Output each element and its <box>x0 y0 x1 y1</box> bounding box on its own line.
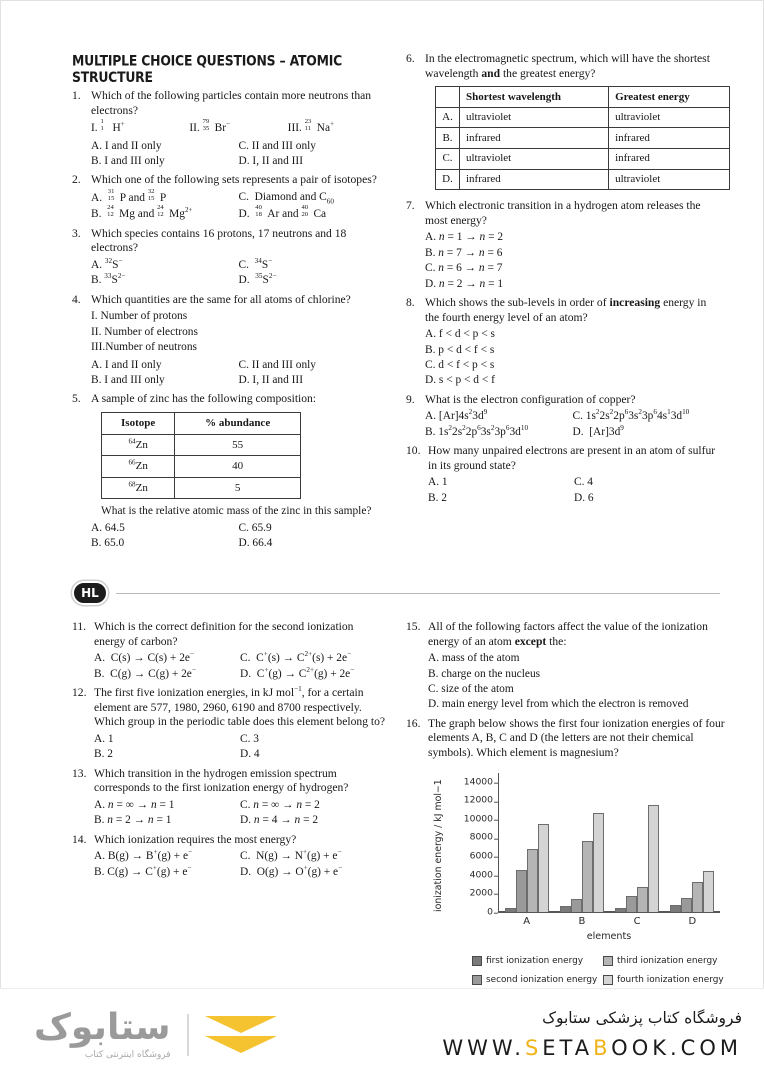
url-segment: OOK.COM <box>611 1036 742 1060</box>
footer-logo-group <box>0 1006 330 1060</box>
em-spectrum-table <box>435 86 730 190</box>
chart-legend <box>472 954 734 993</box>
question-5 <box>72 392 386 551</box>
question-16 <box>406 716 725 993</box>
option-b[interactable]: B. 65.0 <box>91 537 125 550</box>
hl-badge: HL <box>72 581 108 605</box>
option-c[interactable]: C. $^{34}$S− <box>238 257 273 271</box>
question-11 <box>72 620 386 682</box>
cell-abundance: 40 <box>175 456 301 478</box>
question-number: 7. <box>406 199 415 213</box>
question-number: 4. <box>72 292 81 306</box>
question-3 <box>72 227 386 289</box>
question-9 <box>406 393 720 440</box>
answer-options <box>91 139 386 170</box>
option-a[interactable]: A. $^{32}$S− <box>91 257 123 271</box>
chart-y-axis-label: ionization energy / kJ mol−1 <box>433 778 444 912</box>
legend-item <box>472 973 603 988</box>
option-c[interactable]: C. d < f < p < s <box>425 358 495 371</box>
bar <box>637 887 648 912</box>
question-number: 10. <box>406 444 421 458</box>
statement-list <box>91 309 386 355</box>
question-text: Which ionization requires the most energy? <box>94 832 297 846</box>
option-d[interactable]: D. n = 2 → n = 1 <box>425 277 504 290</box>
bar-group <box>499 773 554 927</box>
question-number: 9. <box>406 392 415 406</box>
option-a[interactable]: A. mass of the atom <box>428 652 520 665</box>
question-7 <box>406 199 720 292</box>
bar <box>582 841 593 911</box>
option-d[interactable]: D. $^{35}S^{2-}$ <box>238 272 277 287</box>
bar <box>527 849 538 912</box>
url-highlight-letter: S <box>524 1036 543 1060</box>
answer-options <box>91 358 386 389</box>
footer-text-group <box>330 1009 764 1060</box>
bar <box>571 899 582 912</box>
question-text: Which of the following particles contain more neutrons than electrons? <box>91 89 372 117</box>
brand-logo <box>34 1006 171 1060</box>
roman-options <box>91 120 386 136</box>
bar <box>538 824 549 912</box>
bar-group <box>665 773 720 927</box>
answer-options <box>91 190 386 223</box>
question-2 <box>72 173 386 222</box>
option-b[interactable]: B. 24 12 Mg and 24 12 $Mg^{2+}$ <box>91 204 193 221</box>
footer-url[interactable] <box>330 1036 742 1060</box>
chart-axes <box>463 773 720 927</box>
answer-options <box>91 521 386 552</box>
hl-right-column <box>406 620 725 997</box>
option-b[interactable]: B. I and III only <box>91 374 165 387</box>
answer-options <box>425 327 720 389</box>
option-c[interactable]: C. size of the atom <box>428 683 514 695</box>
bar <box>505 908 516 912</box>
option-c[interactable]: C. 3 <box>240 732 259 745</box>
bar-groups <box>499 773 720 927</box>
cell-wavelength: ultraviolet <box>460 148 609 169</box>
question-12 <box>72 686 386 763</box>
chart-x-axis-label: elements <box>586 930 632 942</box>
cell-wavelength: ultraviolet <box>460 107 609 128</box>
chevron-icon <box>205 1016 277 1053</box>
option-d[interactable]: D. s < p < d < f <box>425 374 495 387</box>
option-d[interactable]: D. I, II and III <box>238 155 304 167</box>
legend-item <box>472 954 603 969</box>
option-d[interactable]: D. n = 4 → n = 2 <box>240 814 319 827</box>
right-column <box>406 52 720 556</box>
legend-swatch <box>472 975 482 985</box>
option-d[interactable]: D. O(g) → O+(g) + e− <box>240 863 343 878</box>
question-text: The graph below shows the first four ionization energies of four elements A, B, C and D (the letters are not their chemical symbols). Which element is magnesium? <box>428 716 725 759</box>
cell-abundance: 55 <box>175 434 301 456</box>
question-6 <box>406 52 720 195</box>
cell-abundance: 5 <box>175 477 301 499</box>
option-b[interactable]: B. n = 7 → n = 6 <box>425 246 503 259</box>
question-text: Which electronic transition in a hydrogen atom releases the most energy? <box>425 199 701 227</box>
legend-item <box>603 954 734 969</box>
answer-options <box>91 258 386 289</box>
option-c[interactable]: C. II and III only <box>238 358 316 371</box>
legend-swatch <box>472 956 482 966</box>
option-c[interactable]: C. 4 <box>574 476 593 489</box>
table-row[interactable] <box>436 128 730 149</box>
bar <box>681 898 692 912</box>
question-tail-text: What is the relative atomic mass of the zinc in this sample? <box>101 505 372 518</box>
option-a[interactable]: A. I and II only <box>91 358 162 371</box>
question-number: 2. <box>72 173 81 187</box>
y-axis-tick: 0 <box>487 905 498 920</box>
question-13 <box>72 767 386 829</box>
bar <box>560 906 571 912</box>
brand-logo-text: ستابوک <box>34 1006 171 1048</box>
url-segment: WWW. <box>442 1036 525 1060</box>
roman-option-iii: III. 23 11 Na+ <box>287 118 335 135</box>
option-b[interactable]: B. 2 <box>428 491 447 504</box>
bar <box>516 870 527 912</box>
option-a[interactable]: A. f < d < p < s <box>425 328 495 341</box>
x-axis-tick-label: C <box>633 915 641 927</box>
hl-section-divider <box>72 581 720 605</box>
cell-wavelength: infrared <box>460 169 609 190</box>
legend-label: fourth ionization energy <box>617 975 724 986</box>
brand-logo-subtitle: فروشگاه اینترنتی کتاب <box>84 1049 171 1060</box>
legend-swatch <box>603 956 613 966</box>
y-axis-tick: 12000 <box>464 794 498 809</box>
bar <box>593 813 604 911</box>
question-text: Which species contains 16 protons, 17 neutrons and 18 electrons? <box>91 226 347 255</box>
question-number: 1. <box>72 89 81 102</box>
option-c[interactable]: C. II and III only <box>238 139 316 152</box>
bar <box>670 905 681 911</box>
table-row[interactable] <box>436 169 730 190</box>
option-d[interactable]: D. I, II and III <box>238 374 304 387</box>
cell-energy: infrared <box>609 128 730 149</box>
y-axis-tick: 6000 <box>470 850 498 865</box>
option-c[interactable]: C. N(g) → N+(g) + e− <box>240 848 342 863</box>
cell-energy: ultraviolet <box>609 107 730 128</box>
legend-swatch <box>603 975 613 985</box>
option-b[interactable]: B. $1s^22s^22p^63s^23p^63d^{10}$ <box>425 423 529 438</box>
table-header-row <box>102 413 301 435</box>
option-a[interactable]: A. I and II only <box>91 139 162 152</box>
row-label: A. <box>436 107 460 128</box>
cell-energy: ultraviolet <box>609 169 730 190</box>
footer-banner <box>0 988 764 1080</box>
cell-isotope: $^{64}$Zn <box>102 434 175 456</box>
option-b[interactable]: B. n = 2 → n = 1 <box>94 814 172 827</box>
statement-ii: II. Number of electrons <box>91 325 198 338</box>
question-text: Which quantities are the same for all atoms of chlorine? <box>91 292 351 306</box>
table-header-row <box>436 87 730 108</box>
option-b[interactable]: B. p < d < f < s <box>425 343 495 356</box>
question-number: 14. <box>72 832 87 846</box>
question-text: Which transition in the hydrogen emission spectrum corresponds to the first ionization energy of hydrogen? <box>94 766 349 795</box>
option-b[interactable]: B. I and III only <box>91 155 165 167</box>
question-10 <box>406 444 720 506</box>
option-d[interactable]: D. 40 18 Ar and 40 20 Ca <box>238 204 327 221</box>
question-number: 12. <box>72 686 87 699</box>
bar <box>703 871 714 911</box>
question-4 <box>72 293 386 389</box>
x-axis-tick-label: B <box>578 915 586 927</box>
answer-options <box>428 475 720 506</box>
option-b[interactable]: B. C(g) → C(g) + 2e− <box>94 665 196 680</box>
left-column <box>72 52 386 556</box>
cell-isotope: $^{66}$Zn <box>102 456 175 478</box>
option-d[interactable]: D. 66.4 <box>238 537 273 550</box>
header-isotope: Isotope <box>102 413 175 435</box>
question-number: 5. <box>72 392 81 406</box>
question-number: 11. <box>72 620 87 633</box>
table-row <box>102 456 301 478</box>
hl-two-column-layout <box>72 620 725 997</box>
option-d[interactable]: D. $C^+(g) \to C^{2+}(g) + 2e^-$ <box>240 665 355 680</box>
answer-options <box>94 798 386 829</box>
y-axis-tick: 10000 <box>464 813 498 828</box>
url-segment: ETA <box>542 1036 594 1060</box>
header-greatest-energy: Greatest energy <box>609 87 730 108</box>
option-c[interactable]: C. n = ∞ → n = 2 <box>240 798 320 811</box>
roman-option-ii: II. 79 35 Br− <box>189 118 231 135</box>
table-row <box>102 434 301 456</box>
option-a[interactable]: A. $[Ar]4s^23d^9$ <box>425 408 488 423</box>
question-number: 3. <box>72 226 81 240</box>
table-row <box>102 477 301 499</box>
option-a[interactable]: A. 1 <box>94 732 114 745</box>
table-row[interactable] <box>436 148 730 169</box>
chart-plot-area <box>433 767 730 942</box>
question-text: The first five ionization energies, in kJ mol$^{-1}$, for a certain element are 577, 1980, 2960, 6190 and 8700 respectively. Which group in the periodic table does this element belong to? <box>94 685 386 729</box>
answer-options <box>425 409 720 440</box>
option-c[interactable]: C. n = 6 → n = 7 <box>425 262 503 275</box>
row-label: C. <box>436 148 460 169</box>
option-a[interactable]: A. 31 15 P and 32 15 P <box>91 188 167 204</box>
url-highlight-letter: B <box>593 1036 612 1060</box>
question-text: A sample of zinc has the following composition: <box>91 392 317 406</box>
footer-tagline: فروشگاه کتاب پزشکی ستابوک <box>542 1009 742 1027</box>
x-axis-tick-label: A <box>523 915 531 927</box>
legend-label: first ionization energy <box>486 955 583 966</box>
divider-line <box>116 593 720 594</box>
question-text: How many unpaired electrons are present in an atom of sulfur in its ground state? <box>428 444 716 472</box>
bar <box>615 908 626 912</box>
question-text: What is the electron configuration of copper? <box>425 392 636 406</box>
bar-group <box>554 773 609 927</box>
statement-i: I. Number of protons <box>91 310 188 323</box>
option-c[interactable]: C. 65.9 <box>238 522 272 534</box>
hl-left-column <box>72 620 386 997</box>
header-shortest-wavelength: Shortest wavelength <box>460 87 609 108</box>
legend-label: third ionization energy <box>617 955 718 966</box>
y-axis-tick: 14000 <box>464 776 498 791</box>
option-a[interactable]: A. 1 <box>428 476 448 489</box>
row-label: B. <box>436 128 460 149</box>
option-c[interactable]: C. $1s^22s^22p^63s^23p^64s^13d^{10}$ <box>572 408 690 423</box>
question-number: 15. <box>406 620 421 633</box>
footer-divider <box>187 1014 189 1056</box>
roman-option-i: I. 1 1 H+ <box>91 118 125 135</box>
question-text: In the electromagnetic spectrum, which will have the shortest wavelength and the greatest energy? <box>425 52 710 80</box>
header-blank <box>436 87 460 108</box>
top-two-column-layout <box>72 52 720 556</box>
cell-wavelength: infrared <box>460 128 609 149</box>
cell-isotope: $^{68}$Zn <box>102 477 175 499</box>
ionization-energy-chart <box>434 767 734 993</box>
bar-group <box>610 773 665 927</box>
question-text: Which one of the following sets represents a pair of isotopes? <box>91 173 377 187</box>
question-1 <box>72 89 386 169</box>
option-a[interactable]: A. B(g) → B+(g) + e− <box>94 848 193 863</box>
table-row[interactable] <box>436 107 730 128</box>
option-a[interactable]: A. n = ∞ → n = 1 <box>94 798 175 811</box>
legend-label: second ionization energy <box>486 975 598 986</box>
answer-options <box>94 849 386 880</box>
row-label: D. <box>436 169 460 190</box>
option-d[interactable]: D. $[Ar]3d^9$ <box>572 423 624 438</box>
question-14 <box>72 833 386 880</box>
question-text: Which shows the sub-levels in order of increasing energy in the fourth energy level of an atom? <box>425 295 707 324</box>
option-c[interactable]: C. Diamond and $C_{60}$ <box>238 191 334 206</box>
y-axis-tick: 8000 <box>470 831 498 846</box>
option-c[interactable]: C. $C^+(s) \to C^{2+}(s) + 2e^-$ <box>240 650 352 665</box>
option-d[interactable]: D. 6 <box>574 491 594 504</box>
option-d[interactable]: D. main energy level from which the electron is removed <box>428 698 689 711</box>
question-number: 8. <box>406 295 415 309</box>
page-title: MULTIPLE CHOICE QUESTIONS – ATOMIC STRUCTURE <box>72 52 343 86</box>
y-axis-tick: 2000 <box>470 887 498 902</box>
question-text: All of the following factors affect the value of the ionization energy of an atom except the: <box>428 620 708 648</box>
worksheet-sheet <box>10 8 754 988</box>
bar <box>692 882 703 911</box>
question-text: Which is the correct definition for the second ionization energy of carbon? <box>94 620 354 648</box>
answer-options <box>94 732 386 763</box>
answer-options <box>428 651 720 713</box>
x-axis-tick-label: D <box>688 915 697 927</box>
statement-iii: III.Number of neutrons <box>91 341 197 354</box>
bar <box>626 896 637 912</box>
option-b[interactable]: B. charge on the nucleus <box>428 667 541 680</box>
answer-options <box>425 230 720 292</box>
option-b[interactable]: B. 2 <box>94 748 113 761</box>
y-axis-tick: 4000 <box>470 868 498 883</box>
question-number: 6. <box>406 52 415 65</box>
question-number: 16. <box>406 716 421 730</box>
option-a[interactable]: A. C(s) → C(s) + 2e− <box>94 650 195 665</box>
zinc-isotope-table <box>101 412 301 499</box>
bar <box>648 805 659 912</box>
option-d[interactable]: D. 4 <box>240 748 260 761</box>
question-15 <box>406 620 720 713</box>
cell-energy: infrared <box>609 148 730 169</box>
option-b[interactable]: B. $^{33}S^{2-}$ <box>91 272 126 287</box>
header-abundance: % abundance <box>175 413 301 435</box>
answer-options <box>94 651 386 682</box>
legend-item <box>603 973 734 988</box>
question-number: 13. <box>72 766 87 780</box>
option-a[interactable]: A. 64.5 <box>91 522 125 534</box>
question-8 <box>406 296 720 389</box>
option-b[interactable]: B. C(g) → C+(g) + e− <box>94 863 192 878</box>
option-a[interactable]: A. n = 1 → n = 2 <box>425 231 504 244</box>
